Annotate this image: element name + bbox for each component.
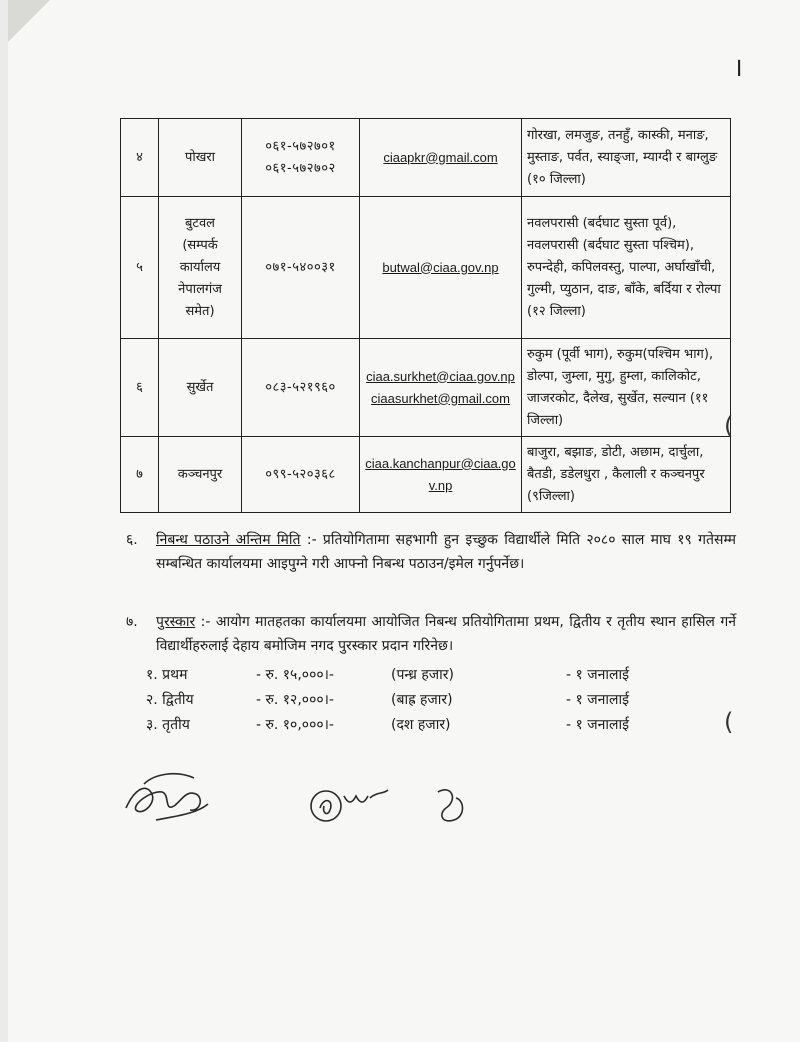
office-line: कञ्चनपुर xyxy=(177,466,223,482)
table-row xyxy=(121,197,731,339)
districts-cell: नवलपरासी (बर्दघाट सुस्ता पूर्व), नवलपरासी (बर्दघाट सुस्ता पश्चिम), रुपन्देही, कपिलवस्तु, पाल्पा, अर्घाखाँची, गुल्मी, प्युठान, दाङ, बाँके, बर्दिया र रोल्पा (१२ जिल्ला) xyxy=(522,197,731,339)
phone-cell xyxy=(242,437,360,513)
email-link[interactable]: butwal@ciaa.gov.np xyxy=(382,259,499,275)
office-cell xyxy=(159,119,242,197)
email-link[interactable]: v.np xyxy=(428,477,453,493)
prize-amount-words: (बाह्र हजार) xyxy=(391,692,453,708)
page-mark: ‌। xyxy=(733,53,743,83)
phone-cell xyxy=(242,119,360,197)
email-cell xyxy=(360,197,522,339)
folded-corner xyxy=(8,0,50,42)
email-link[interactable]: ciaa.surkhet@ciaa.gov.np xyxy=(366,368,515,384)
prize-amount-words: (दश हजार) xyxy=(391,717,451,733)
office-line: कार्यालय xyxy=(179,259,221,275)
prize-amount: - रु. १०,०००।- xyxy=(256,717,334,733)
office-table-body xyxy=(121,119,734,513)
office-line: बुटवल xyxy=(184,215,216,231)
office-line: नेपालगंज xyxy=(178,281,222,297)
districts-cell: बाजुरा, बझाङ, डोटी, अछाम, दार्चुला, बैतडी, डडेलधुरा , कैलाली र कञ्चनपुर (९जिल्ला) xyxy=(522,437,731,513)
section-heading: पुरस्कार xyxy=(156,614,196,630)
office-cell xyxy=(159,437,242,513)
section-text: :- आयोग मातहतका कार्यालयमा आयोजित निबन्ध प्रतियोगितामा प्रथम, द्वितीय र तृतीय स्थान हासिल गर्ने विद्यार्थीहरुलाई देहाय बमोजिम नगद पुरस्कार प्रदान गरिनेछ। xyxy=(156,614,736,654)
table-row xyxy=(121,339,731,437)
email-link[interactable]: ciaa.kanchanpur@ciaa.go xyxy=(365,455,516,471)
phone-cell xyxy=(242,197,360,339)
phone-number: ०६१-५७२७०१ xyxy=(265,138,336,154)
prize-count: - १ जनालाई xyxy=(566,717,630,733)
prize-amount: - रु. १२,०००।- xyxy=(256,692,334,708)
email-cell xyxy=(360,437,522,513)
office-line: (सम्पर्क xyxy=(182,237,218,253)
office-line: सुर्खेत xyxy=(186,379,214,395)
email-cell xyxy=(360,339,522,437)
margin-mark: ( xyxy=(724,708,734,736)
margin-mark: ( xyxy=(724,412,734,440)
email-link[interactable]: ciaasurkhet@gmail.com xyxy=(371,390,510,406)
phone-number: ०८३-५२१९६० xyxy=(265,379,336,395)
section-body xyxy=(156,528,736,576)
office-line: समेत) xyxy=(185,303,215,319)
signature-3 xyxy=(428,780,478,830)
phone-number: ०६१-५७२७०२ xyxy=(265,160,336,176)
serial-cell: ५ xyxy=(121,197,159,339)
prize-count: - १ जनालाई xyxy=(566,667,630,683)
serial-cell: ७ xyxy=(121,437,159,513)
phone-number: ०९९-५२०३६८ xyxy=(265,466,336,482)
email-cell xyxy=(360,119,522,197)
email-link[interactable]: ciaapkr@gmail.com xyxy=(383,149,498,165)
prize-amount: - रु. १५,०००।- xyxy=(256,667,334,683)
section-text: :- प्रतियोगितामा सहभागी हुन इच्छुक विद्यार्थीले मिति २०८० साल माघ १९ गतेसम्म सम्बन्धित कार्यालयमा आइपुग्ने गरी आफ्नो निबन्ध पठाउन/इमेल गर्नुपर्नेछ। xyxy=(156,532,736,572)
table-row xyxy=(121,119,731,197)
office-cell xyxy=(159,339,242,437)
section-number: ६. xyxy=(126,532,138,548)
table-row xyxy=(121,437,731,513)
office-table xyxy=(120,118,734,513)
phone-number: ०७१-५४००३१ xyxy=(265,259,336,275)
prize-rank: २. द्वितीय xyxy=(146,692,194,708)
districts-cell: गोरखा, लमजुङ, तनहुँ, कास्की, मनाङ, मुस्ताङ, पर्वत, स्याङ्जा, म्याग्दी र बाग्लुङ (१० जिल्ला) xyxy=(522,119,731,197)
prize-count: - १ जनालाई xyxy=(566,692,630,708)
section-heading: निबन्ध पठाउने अन्तिम मिति xyxy=(156,532,301,548)
document-page xyxy=(8,0,800,1042)
prize-rank: १. प्रथम xyxy=(146,667,188,683)
office-cell xyxy=(159,197,242,339)
serial-cell: ४ xyxy=(121,119,159,197)
prize-rank: ३. तृतीय xyxy=(146,717,190,733)
signature-2 xyxy=(304,776,414,836)
serial-cell: ६ xyxy=(121,339,159,437)
phone-cell xyxy=(242,339,360,437)
office-line: पोखरा xyxy=(184,149,216,165)
signature-1 xyxy=(116,760,216,830)
section-deadline xyxy=(126,528,736,576)
districts-cell: रुकुम (पूर्वी भाग), रुकुम(पश्चिम भाग), डोल्पा, जुम्ला, मुगु, हुम्ला, कालिकोट, जाजरकोट, दैलेख, सुर्खेत, सल्यान (११ जिल्ला) xyxy=(522,339,731,437)
section-prize xyxy=(126,610,736,658)
prize-amount-words: (पन्ध्र हजार) xyxy=(391,667,454,683)
section-number: ७. xyxy=(126,614,138,630)
section-body xyxy=(156,610,736,658)
